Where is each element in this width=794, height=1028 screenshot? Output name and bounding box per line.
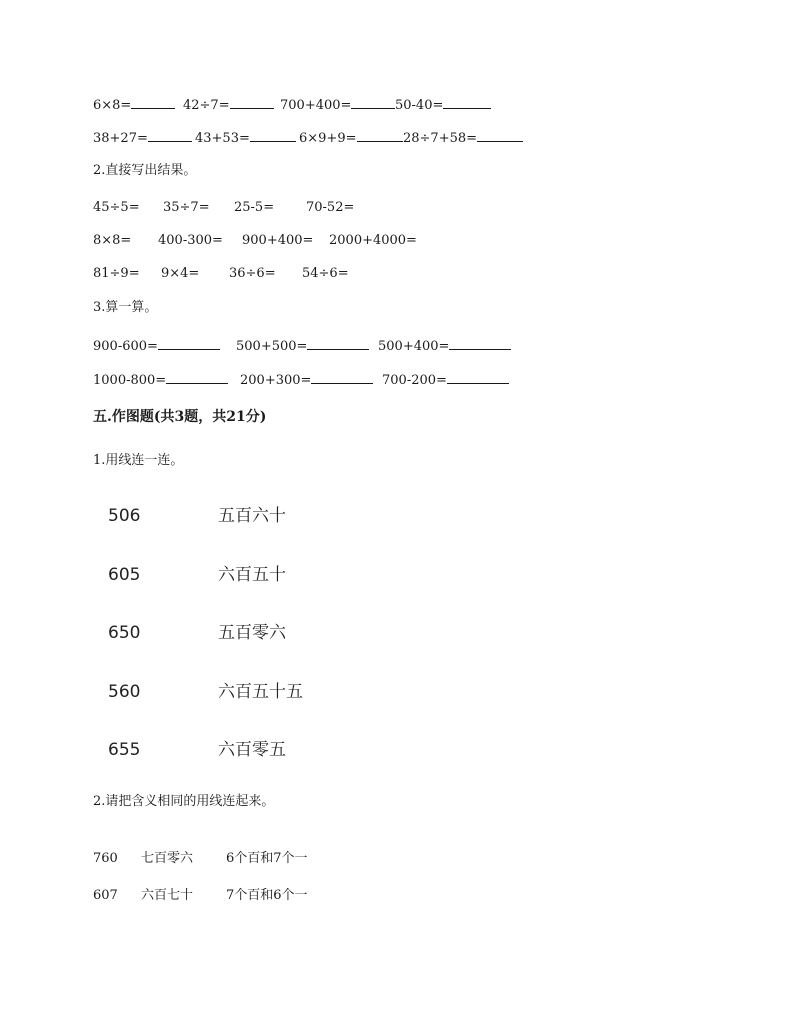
match-description[interactable]: 7个百和6个一 [226, 888, 308, 903]
answer-blank[interactable] [351, 96, 395, 109]
expr: 36÷6= [229, 266, 276, 281]
expr: 45÷5= [93, 200, 140, 215]
match-word[interactable]: 六百五十 [218, 565, 286, 585]
expr: 43+53= [195, 129, 296, 147]
match-word[interactable]: 五百零六 [218, 623, 286, 643]
expr: 28÷7+58= [403, 129, 523, 147]
answer-blank[interactable] [357, 129, 403, 142]
answer-blank[interactable] [311, 371, 373, 384]
expr: 2000+4000= [329, 233, 417, 248]
expr: 70-52= [306, 200, 355, 215]
expr: 700-200= [382, 371, 509, 389]
question-title: 3.算一算。 [93, 300, 158, 315]
expr: 38+27= [93, 129, 192, 147]
match-word[interactable]: 六百七十 [141, 888, 194, 903]
expr: 900+400= [242, 233, 314, 248]
expr: 700+400= [280, 96, 395, 114]
expr: 200+300= [240, 371, 373, 389]
match-word[interactable]: 六百零五 [218, 740, 286, 760]
expr: 50-40= [395, 96, 491, 114]
answer-blank[interactable] [250, 129, 296, 142]
expr: 6×9+9= [299, 129, 403, 147]
match-number[interactable]: 655 [108, 740, 141, 760]
answer-blank[interactable] [166, 371, 228, 384]
answer-blank[interactable] [447, 371, 509, 384]
match-number[interactable]: 506 [108, 506, 141, 526]
answer-blank[interactable] [443, 96, 491, 109]
match-word[interactable]: 六百五十五 [218, 682, 303, 702]
expr: 9×4= [161, 266, 200, 281]
expr: 25-5= [234, 200, 275, 215]
expr: 81÷9= [93, 266, 140, 281]
answer-blank[interactable] [230, 96, 274, 109]
expr: 8×8= [93, 233, 132, 248]
expr: 42÷7= [183, 96, 274, 114]
question-title: 1.用线连一连。 [93, 453, 184, 468]
answer-blank[interactable] [307, 337, 369, 350]
expr: 54÷6= [302, 266, 349, 281]
answer-blank[interactable] [477, 129, 523, 142]
expr: 1000-800= [93, 371, 228, 389]
expr: 500+500= [236, 337, 369, 355]
answer-blank[interactable] [131, 96, 175, 109]
question-title: 2.直接写出结果。 [93, 163, 197, 178]
answer-blank[interactable] [449, 337, 511, 350]
match-word[interactable]: 五百六十 [218, 506, 286, 526]
expr: 35÷7= [163, 200, 210, 215]
match-number[interactable]: 607 [93, 888, 118, 903]
expr: 900-600= [93, 337, 220, 355]
match-number[interactable]: 650 [108, 623, 141, 643]
answer-blank[interactable] [148, 129, 192, 142]
match-description[interactable]: 6个百和7个一 [226, 851, 308, 866]
expr: 6×8= [93, 96, 175, 114]
section-heading: 五.作图题(共3题，共21分) [93, 409, 267, 425]
match-number[interactable]: 760 [93, 851, 118, 866]
match-number[interactable]: 560 [108, 682, 141, 702]
question-title: 2.请把含义相同的用线连起来。 [93, 794, 275, 809]
expr: 500+400= [378, 337, 511, 355]
match-word[interactable]: 七百零六 [141, 851, 194, 866]
match-number[interactable]: 605 [108, 565, 141, 585]
answer-blank[interactable] [158, 337, 220, 350]
expr: 400-300= [158, 233, 223, 248]
